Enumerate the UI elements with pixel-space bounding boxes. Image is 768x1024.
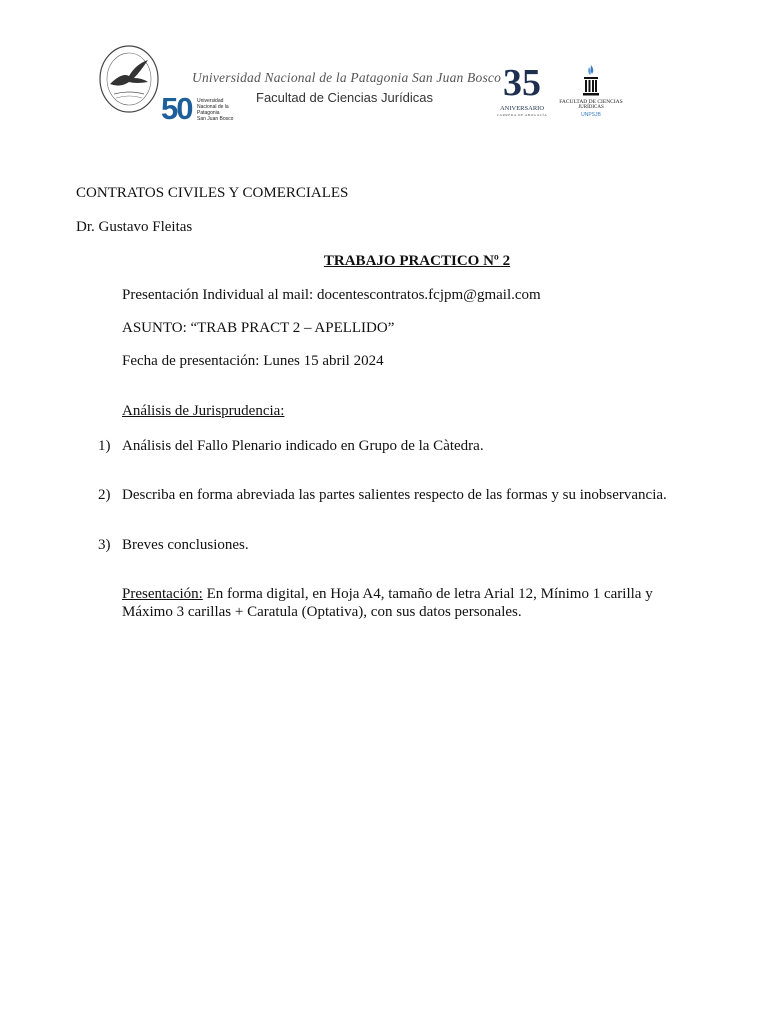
fifty-logo-text bbox=[197, 98, 241, 122]
course-name: CONTRATOS CIVILES Y COMERCIALES bbox=[76, 185, 349, 201]
list-item-text: Análisis del Fallo Plenario indicado en Grupo de la Càtedra. bbox=[122, 438, 484, 454]
presentation-text: En forma digital, en Hoja A4, tamaño de letra Arial 12, Mínimo 1 carilla y Máximo 3 carillas + Caratula (Optativa), con sus datos personales. bbox=[122, 586, 653, 620]
fifty-years-logo bbox=[161, 92, 241, 128]
fifty-number: 50 bbox=[161, 91, 192, 126]
fifty-text-line: Patagonia bbox=[197, 110, 220, 116]
faculty-logo-line2: JURÍDICAS bbox=[578, 105, 604, 110]
section-heading: Análisis de Jurisprudencia: bbox=[122, 403, 285, 419]
faculty-logo bbox=[553, 64, 629, 124]
letterhead bbox=[0, 0, 768, 140]
fifty-text-line: Universidad bbox=[197, 98, 224, 104]
presentation-label: Presentación: bbox=[122, 586, 203, 602]
torch-columns-icon bbox=[581, 64, 601, 98]
list-item-number: 3) bbox=[98, 537, 111, 553]
university-seal-logo bbox=[98, 44, 160, 114]
professor-name: Dr. Gustavo Fleitas bbox=[76, 219, 193, 235]
anniversary-sub: CARRERA DE ABOGACÍA bbox=[496, 113, 548, 117]
presentation-paragraph bbox=[122, 585, 698, 621]
anniversary-number: 35 bbox=[503, 62, 541, 104]
email-subject: ASUNTO: “TRAB PRACT 2 – APELLIDO” bbox=[122, 320, 395, 336]
delivery-instructions: Presentación Individual al mail: docentescontratos.fcjpm@gmail.com bbox=[122, 287, 541, 303]
faculty-logo-line3: UNPSJB bbox=[581, 112, 601, 118]
due-date: Fecha de presentación: Lunes 15 abril 2024 bbox=[122, 353, 384, 369]
list-item-number: 2) bbox=[98, 487, 111, 503]
list-item-number: 1) bbox=[98, 438, 111, 454]
faculty-logo-line1: FACULTAD DE CIENCIAS bbox=[559, 99, 623, 105]
anniversary-logo bbox=[490, 62, 554, 122]
list-item-text: Breves conclusiones. bbox=[122, 537, 249, 553]
list-item-text: Describa en forma abreviada las partes salientes respecto de las formas y su inobservancia. bbox=[122, 487, 667, 503]
fifty-text-line: Nacional de la bbox=[197, 104, 229, 110]
anniversary-label: ANIVERSARIO bbox=[499, 105, 545, 112]
faculty-name: Facultad de Ciencias Jurídicas bbox=[256, 90, 434, 105]
assignment-title: TRABAJO PRACTICO Nº 2 bbox=[323, 253, 511, 269]
fifty-text-line: San Juan Bosco bbox=[197, 116, 234, 122]
university-name-script: Universidad Nacional de la Patagonia San Juan Bosco bbox=[192, 70, 502, 85]
